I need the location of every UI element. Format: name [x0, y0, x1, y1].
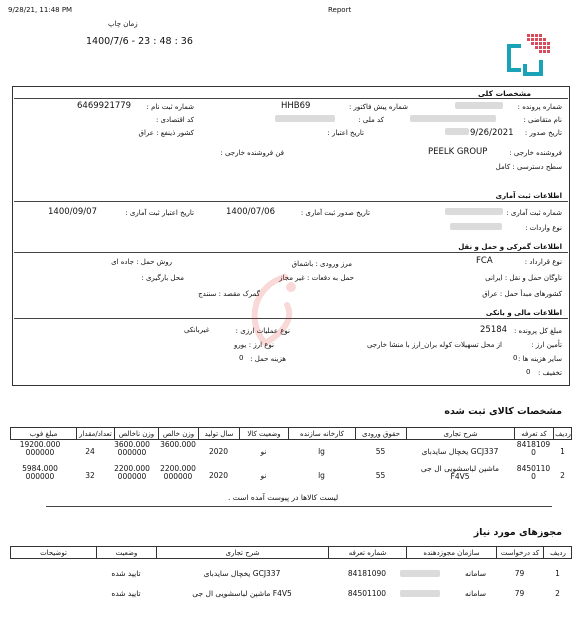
goods-row-maker: lg	[318, 471, 325, 480]
stat-validity-label: تاریخ اعتبار ثبت آماری :	[125, 209, 194, 217]
permit-row-tariff: 84181090	[347, 569, 387, 578]
goods-title: مشخصات کالای ثبت شده	[444, 406, 562, 417]
permit-row-desc: GCJ337 یخچال سایدبای	[203, 569, 281, 578]
permit-row-index: 1	[555, 569, 560, 578]
general-title: مشخصات کلی	[477, 89, 531, 98]
permit-row-org: سامانه	[465, 589, 486, 598]
goods-row-fob: 5984.000 000000	[22, 464, 58, 481]
statistics-title: اطلاعات ثبت آماری	[495, 192, 562, 200]
entry-border-label: مرز ورودی : باشماق	[291, 260, 352, 268]
national-code-label: کد ملی :	[358, 116, 384, 124]
divider	[14, 252, 568, 253]
goods-header-cell: شرح تجاری	[406, 428, 514, 439]
permit-row-org: سامانه	[465, 569, 486, 578]
goods-row-index: 2	[560, 471, 565, 480]
finance-title: اطلاعات مالی و بانکی	[485, 309, 562, 317]
foreign-seller-label: فروشنده خارجی :	[509, 149, 562, 157]
logo	[505, 30, 553, 78]
applicant-label: نام متقاضی :	[523, 116, 562, 124]
goods-row-duty: 55	[375, 447, 386, 456]
divider	[14, 98, 568, 99]
redacted-national-code	[275, 115, 335, 122]
access-level: سطح دسترسی : کامل	[495, 163, 562, 171]
goods-row-year: 2020	[208, 471, 229, 480]
currency-op-label: نوع عملیات ارزی :	[235, 327, 290, 335]
customs-title: اطلاعات گمرکی و حمل و نقل	[458, 243, 562, 251]
validity-date-label: تاریخ اعتبار :	[327, 129, 364, 137]
total-label: مبلغ کل پرونده :	[513, 327, 562, 335]
other-costs-value: 0	[513, 354, 518, 362]
transport-cost-label: هزینه حمل :	[250, 355, 286, 363]
divider	[14, 201, 568, 202]
permit-row-desc: F4V5 ماشین لباسشویی ال جی	[192, 589, 292, 598]
foreign-seller-value: PEELK GROUP	[428, 147, 488, 157]
goods-header-cell: مبلغ فوب	[10, 428, 76, 439]
reg-no-label: شماره ثبت نام :	[146, 103, 194, 111]
importer-type-label: نوع واردات :	[525, 224, 562, 232]
discount-value: 0	[526, 368, 531, 376]
redacted-importer-type	[450, 223, 502, 230]
goods-row-year: 2020	[208, 447, 229, 456]
issue-date-label: تاریخ صدور :	[524, 129, 562, 137]
stat-validity-value: 1400/09/07	[48, 207, 97, 217]
report-title: Report	[328, 6, 352, 14]
permits-title: مجوزهای مورد نیاز	[473, 527, 562, 538]
shipment-label: حمل به دفعات : غیر مجاز	[279, 274, 354, 282]
reg-no-value: 6469921779	[77, 101, 132, 111]
print-time-label: زمان چاپ	[108, 20, 138, 28]
redacted-org	[400, 570, 440, 577]
goods-row-desc: ماشین لباسشویی ال جی F4V5	[420, 464, 500, 481]
goods-header-cell: وضعیت کالا	[239, 428, 288, 439]
permit-row-index: 2	[555, 589, 560, 598]
other-costs-label: سایر هزینه ها :	[517, 355, 562, 363]
goods-row-condition: نو	[260, 447, 267, 456]
permits-header-cell: وضعیت	[96, 547, 156, 558]
permit-row-tariff: 84501100	[347, 589, 387, 598]
issue-date-value: 9/26/2021	[470, 128, 514, 138]
goods-row-net: 3600.000	[160, 440, 196, 449]
goods-table-header	[10, 427, 572, 440]
goods-header-cell: سال تولید	[198, 428, 239, 439]
origin-countries-label: کشورهای مبدأ حمل : عراق	[482, 290, 562, 298]
redacted-issue	[445, 128, 469, 135]
permits-header-cell: توضیحات	[10, 547, 96, 558]
print-time-value: 1400/7/6 - 23 : 48 : 36	[86, 36, 193, 47]
goods-header-cell: تعداد/مقدار	[76, 428, 114, 439]
goods-row-duty: 55	[375, 471, 386, 480]
goods-footer-note: لیست کالاها در پیوست آمده است .	[228, 493, 339, 502]
divider	[46, 506, 552, 507]
permits-header-cell: سازمان مجوزدهنده	[406, 547, 496, 558]
stat-no-label: شماره ثبت آماری :	[506, 209, 562, 217]
redacted-org	[400, 590, 440, 597]
goods-header-cell: وزن ناخالص	[114, 428, 158, 439]
stat-issue-value: 1400/07/06	[226, 207, 275, 217]
permits-table-header	[10, 546, 572, 559]
contract-type-label: نوع قرارداد :	[524, 258, 562, 266]
goods-row-qty: 32	[85, 471, 95, 480]
goods-row-gross: 3600.000 000000	[114, 440, 150, 457]
stat-issue-label: تاریخ صدور ثبت آماری :	[300, 209, 370, 217]
print-datetime: 9/28/21, 11:48 PM	[8, 6, 73, 14]
transport-mode-label: روش حمل : جاده ای	[111, 258, 172, 266]
currency-type-label: نوع ارز :	[248, 341, 274, 349]
goods-row-desc: GCJ337 یخچال سایدبای	[421, 447, 499, 456]
goods-header-cell: ردیف	[553, 428, 572, 439]
loading-place-label: محل بارگیری :	[141, 274, 184, 282]
redacted-file-no	[455, 102, 503, 109]
proforma-no-label: شماره پیش فاکتور :	[348, 103, 408, 111]
supply-label: تأمین ارز :	[531, 341, 562, 349]
permits-header-cell: شماره تعرفه	[328, 547, 406, 558]
goods-header-cell: کد تعرفه	[514, 428, 553, 439]
currency-op-value: غیربانکی	[184, 326, 210, 334]
redacted-stat-no	[445, 208, 503, 215]
permit-row-code: 79	[514, 569, 525, 578]
permit-row-code: 79	[514, 589, 525, 598]
file-no-label: شماره پرونده :	[517, 103, 562, 111]
permit-row-status: تایید شده	[111, 589, 141, 598]
dest-customs-label: گمرک مقصد : سنندج	[198, 290, 260, 298]
goods-header-cell: وزن خالص	[158, 428, 198, 439]
total-value: 25184	[480, 325, 508, 335]
watermark-stamp	[225, 265, 315, 355]
discount-label: تخفیف :	[538, 369, 562, 377]
permits-header-cell: شرح تجاری	[156, 547, 328, 558]
permits-header-cell: کد درخواست	[496, 547, 543, 558]
goods-row-net: 2200.000 000000	[160, 464, 196, 481]
currency-type-value: یورو	[234, 341, 247, 349]
goods-row-index: 1	[560, 447, 565, 456]
goods-header-cell: حقوق ورودی	[355, 428, 406, 439]
goods-row-fob: 19200.000 000000	[19, 440, 61, 457]
fleet-label: ناوگان حمل و نقل : ایرانی	[485, 274, 562, 282]
goods-row-gross: 2200.000 000000	[114, 464, 150, 481]
permit-row-status: تایید شده	[111, 569, 141, 578]
origin-country-label: کشور ذینفع : عراق	[138, 129, 194, 137]
economic-code-label: کد اقتصادی :	[155, 116, 194, 124]
goods-row-tariff: 8418109 0	[516, 440, 551, 457]
permits-header-cell: ردیف	[543, 547, 572, 558]
supply-value: از محل تسهیلات کوله بران_ارز با منشا خارجی	[366, 341, 502, 349]
goods-row-maker: lg	[318, 447, 325, 456]
goods-row-tariff: 8450110 0	[516, 464, 551, 481]
goods-row-condition: نو	[260, 471, 267, 480]
transport-cost-value: 0	[239, 354, 244, 362]
redacted-applicant	[410, 115, 496, 122]
seller-code-label: فن فروشنده خارجی :	[220, 149, 284, 157]
goods-row-qty: 24	[85, 447, 95, 456]
goods-header-cell: کارخانه سازنده	[288, 428, 355, 439]
proforma-no-value: HHB69	[281, 101, 311, 111]
contract-type-value: FCA	[476, 256, 493, 266]
